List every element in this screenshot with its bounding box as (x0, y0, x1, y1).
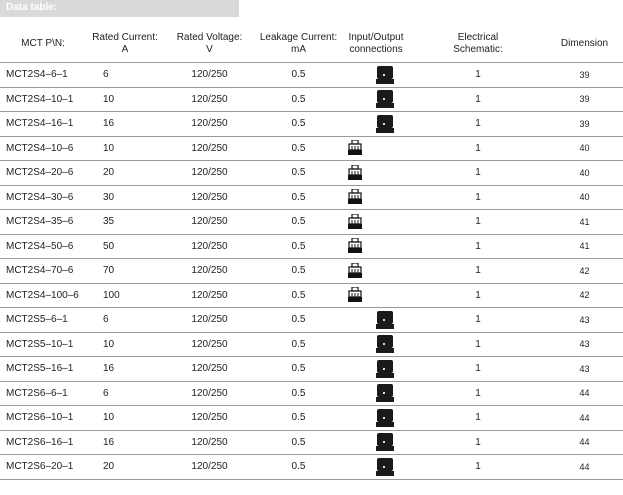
cell-io (342, 259, 410, 284)
cell-schematic: 1 (410, 332, 546, 357)
cell-io (342, 136, 410, 161)
table-row (0, 332, 623, 357)
header-pn: MCT P\N: (0, 26, 86, 63)
cell-current: 10 (86, 332, 164, 357)
cell-pn: MCT2S6–20–1 (0, 455, 86, 480)
cell-current: 70 (86, 259, 164, 284)
cell-schematic: 1 (410, 259, 546, 284)
cell-current: 20 (86, 161, 164, 186)
table-row (0, 63, 623, 88)
cell-voltage: 120/250 (164, 63, 255, 88)
cell-pn: MCT2S4–50–6 (0, 234, 86, 259)
table-row (0, 161, 623, 186)
cell-leakage: 0.5 (255, 455, 342, 480)
cell-schematic: 1 (410, 161, 546, 186)
cell-current: 6 (86, 308, 164, 333)
block-terminal-icon (376, 89, 394, 112)
table-row (0, 455, 623, 480)
cell-voltage: 120/250 (164, 161, 255, 186)
cell-leakage: 0.5 (255, 406, 342, 431)
cell-schematic: 1 (410, 234, 546, 259)
fixture-terminal-icon (348, 263, 362, 282)
cell-dimension: 39 (546, 63, 623, 88)
title-bar (0, 0, 239, 17)
cell-voltage: 120/250 (164, 136, 255, 161)
table-row (0, 112, 623, 137)
cell-dimension: 42 (546, 283, 623, 308)
cell-schematic: 1 (410, 136, 546, 161)
cell-current: 30 (86, 185, 164, 210)
cell-leakage: 0.5 (255, 63, 342, 88)
cell-current: 100 (86, 283, 164, 308)
cell-schematic: 1 (410, 357, 546, 382)
cell-io (342, 161, 410, 186)
cell-current: 20 (86, 455, 164, 480)
cell-voltage: 120/250 (164, 455, 255, 480)
cell-pn: MCT2S5–6–1 (0, 308, 86, 333)
cell-leakage: 0.5 (255, 283, 342, 308)
cell-pn: MCT2S4–35–6 (0, 210, 86, 235)
cell-pn: MCT2S5–16–1 (0, 357, 86, 382)
cell-schematic: 1 (410, 308, 546, 333)
cell-dimension: 40 (546, 161, 623, 186)
cell-leakage: 0.5 (255, 332, 342, 357)
cell-pn: MCT2S4–100–6 (0, 283, 86, 308)
fixture-terminal-icon (348, 189, 362, 208)
block-terminal-icon (376, 457, 394, 480)
cell-pn: MCT2S4–30–6 (0, 185, 86, 210)
cell-dimension: 40 (546, 136, 623, 161)
cell-io (342, 234, 410, 259)
cell-pn: MCT2S4–10–1 (0, 87, 86, 112)
header-leakage: Leakage Current: mA (255, 26, 342, 63)
table-row (0, 210, 623, 235)
table-row (0, 283, 623, 308)
header-schematic: Electrical Schematic: (410, 26, 546, 63)
table-row (0, 430, 623, 455)
block-terminal-icon (376, 310, 394, 333)
cell-dimension: 40 (546, 185, 623, 210)
cell-schematic: 1 (410, 63, 546, 88)
cell-leakage: 0.5 (255, 430, 342, 455)
cell-voltage: 120/250 (164, 406, 255, 431)
cell-voltage: 120/250 (164, 87, 255, 112)
cell-io (342, 357, 410, 382)
cell-leakage: 0.5 (255, 185, 342, 210)
cell-leakage: 0.5 (255, 259, 342, 284)
header-voltage: Rated Voltage: V (164, 26, 255, 63)
cell-schematic: 1 (410, 283, 546, 308)
cell-schematic: 1 (410, 185, 546, 210)
cell-schematic: 1 (410, 87, 546, 112)
cell-voltage: 120/250 (164, 430, 255, 455)
cell-dimension: 43 (546, 308, 623, 333)
cell-leakage: 0.5 (255, 87, 342, 112)
cell-pn: MCT2S4–6–1 (0, 63, 86, 88)
table-row (0, 87, 623, 112)
cell-dimension: 41 (546, 210, 623, 235)
cell-io (342, 210, 410, 235)
table-row (0, 136, 623, 161)
table-row (0, 259, 623, 284)
cell-dimension: 39 (546, 87, 623, 112)
cell-voltage: 120/250 (164, 234, 255, 259)
block-terminal-icon (376, 65, 394, 88)
cell-pn: MCT2S6–16–1 (0, 430, 86, 455)
table-row (0, 381, 623, 406)
cell-leakage: 0.5 (255, 381, 342, 406)
table-row (0, 357, 623, 382)
cell-pn: MCT2S6–10–1 (0, 406, 86, 431)
cell-io (342, 87, 410, 112)
cell-current: 16 (86, 430, 164, 455)
block-terminal-icon (376, 408, 394, 431)
fixture-terminal-icon (348, 214, 362, 233)
cell-io (342, 455, 410, 480)
cell-dimension: 44 (546, 455, 623, 480)
cell-io (342, 283, 410, 308)
cell-dimension: 39 (546, 112, 623, 137)
cell-voltage: 120/250 (164, 308, 255, 333)
table-row (0, 406, 623, 431)
block-terminal-icon (376, 114, 394, 137)
cell-pn: MCT2S4–10–6 (0, 136, 86, 161)
header-dimension: Dimension (546, 26, 623, 63)
block-terminal-icon (376, 359, 394, 382)
cell-voltage: 120/250 (164, 283, 255, 308)
cell-current: 16 (86, 112, 164, 137)
cell-schematic: 1 (410, 406, 546, 431)
fixture-terminal-icon (348, 238, 362, 257)
cell-dimension: 42 (546, 259, 623, 284)
cell-current: 10 (86, 136, 164, 161)
cell-current: 6 (86, 381, 164, 406)
table-row (0, 308, 623, 333)
cell-schematic: 1 (410, 210, 546, 235)
cell-voltage: 120/250 (164, 357, 255, 382)
cell-dimension: 43 (546, 357, 623, 382)
table-row (0, 234, 623, 259)
header-io: Input/Output connections (342, 26, 410, 63)
cell-io (342, 430, 410, 455)
cell-io (342, 308, 410, 333)
cell-current: 35 (86, 210, 164, 235)
table-row (0, 185, 623, 210)
cell-io (342, 185, 410, 210)
cell-pn: MCT2S6–6–1 (0, 381, 86, 406)
cell-pn: MCT2S4–70–6 (0, 259, 86, 284)
cell-dimension: 41 (546, 234, 623, 259)
cell-dimension: 43 (546, 332, 623, 357)
cell-dimension: 44 (546, 430, 623, 455)
cell-schematic: 1 (410, 381, 546, 406)
cell-io (342, 381, 410, 406)
cell-current: 10 (86, 406, 164, 431)
cell-schematic: 1 (410, 112, 546, 137)
cell-leakage: 0.5 (255, 234, 342, 259)
cell-leakage: 0.5 (255, 161, 342, 186)
cell-io (342, 332, 410, 357)
cell-pn: MCT2S5–10–1 (0, 332, 86, 357)
cell-leakage: 0.5 (255, 210, 342, 235)
block-terminal-icon (376, 432, 394, 455)
cell-leakage: 0.5 (255, 112, 342, 137)
fixture-terminal-icon (348, 140, 362, 159)
data-table (0, 26, 623, 480)
table-title: Data table: (6, 2, 58, 13)
cell-pn: MCT2S4–20–6 (0, 161, 86, 186)
cell-schematic: 1 (410, 430, 546, 455)
block-terminal-icon (376, 383, 394, 406)
cell-io (342, 112, 410, 137)
cell-leakage: 0.5 (255, 308, 342, 333)
cell-voltage: 120/250 (164, 381, 255, 406)
header-row (0, 26, 623, 63)
fixture-terminal-icon (348, 165, 362, 184)
cell-dimension: 44 (546, 381, 623, 406)
cell-leakage: 0.5 (255, 357, 342, 382)
cell-voltage: 120/250 (164, 185, 255, 210)
cell-dimension: 44 (546, 406, 623, 431)
cell-voltage: 120/250 (164, 112, 255, 137)
cell-voltage: 120/250 (164, 259, 255, 284)
cell-io (342, 406, 410, 431)
cell-pn: MCT2S4–16–1 (0, 112, 86, 137)
cell-current: 50 (86, 234, 164, 259)
cell-io (342, 63, 410, 88)
fixture-terminal-icon (348, 287, 362, 306)
cell-current: 6 (86, 63, 164, 88)
cell-leakage: 0.5 (255, 136, 342, 161)
cell-current: 10 (86, 87, 164, 112)
header-current: Rated Current: A (86, 26, 164, 63)
cell-voltage: 120/250 (164, 210, 255, 235)
cell-schematic: 1 (410, 455, 546, 480)
block-terminal-icon (376, 334, 394, 357)
cell-voltage: 120/250 (164, 332, 255, 357)
cell-current: 16 (86, 357, 164, 382)
